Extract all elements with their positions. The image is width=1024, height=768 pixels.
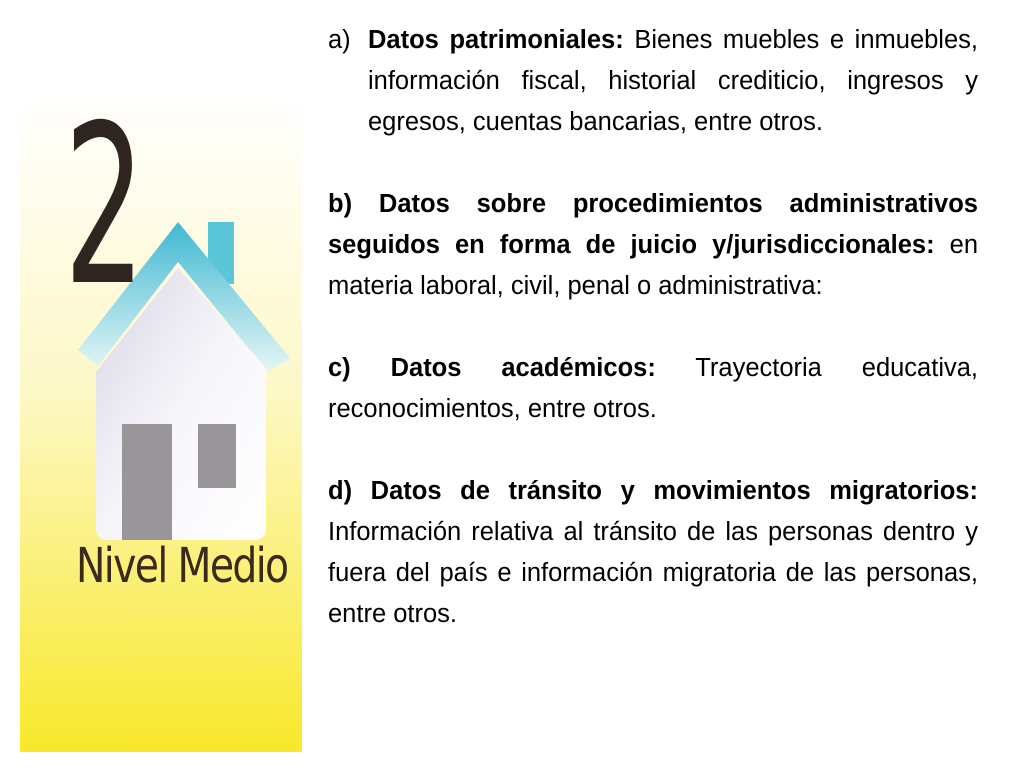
item-marker: d) bbox=[328, 477, 353, 505]
item-heading: Datos de tránsito y movimientos migratorios: bbox=[370, 477, 978, 505]
list-item bbox=[328, 184, 978, 307]
item-body: en materia laboral, civil, penal o administrativa: bbox=[328, 231, 978, 300]
item-body: Bienes muebles e inmuebles, información fiscal, historial crediticio, ingresos y egresos, cuentas bancarias, entre otros. bbox=[368, 26, 978, 136]
list-item bbox=[328, 471, 978, 635]
list-item bbox=[328, 20, 978, 143]
item-marker: a) bbox=[328, 26, 351, 54]
level-number: 2 bbox=[64, 78, 146, 334]
item-heading: Datos académicos: bbox=[390, 354, 656, 382]
house-icon bbox=[20, 0, 302, 752]
item-body: Trayectoria educativa, reconocimientos, entre otros. bbox=[328, 354, 979, 423]
item-heading: Datos patrimoniales: bbox=[368, 26, 624, 54]
item-heading: Datos sobre procedimientos administrativos seguidos en forma de juicio y/jurisdiccionales: bbox=[328, 190, 978, 259]
item-body: Información relativa al tránsito de las personas dentro y fuera del país e información migratoria de las personas, entre otros. bbox=[328, 518, 978, 628]
item-marker: b) bbox=[328, 190, 353, 218]
data-categories-list bbox=[328, 20, 978, 635]
list-item bbox=[328, 348, 978, 430]
level-illustration bbox=[20, 0, 302, 752]
item-marker: c) bbox=[328, 354, 351, 382]
level-label: Nivel Medio bbox=[76, 538, 288, 594]
